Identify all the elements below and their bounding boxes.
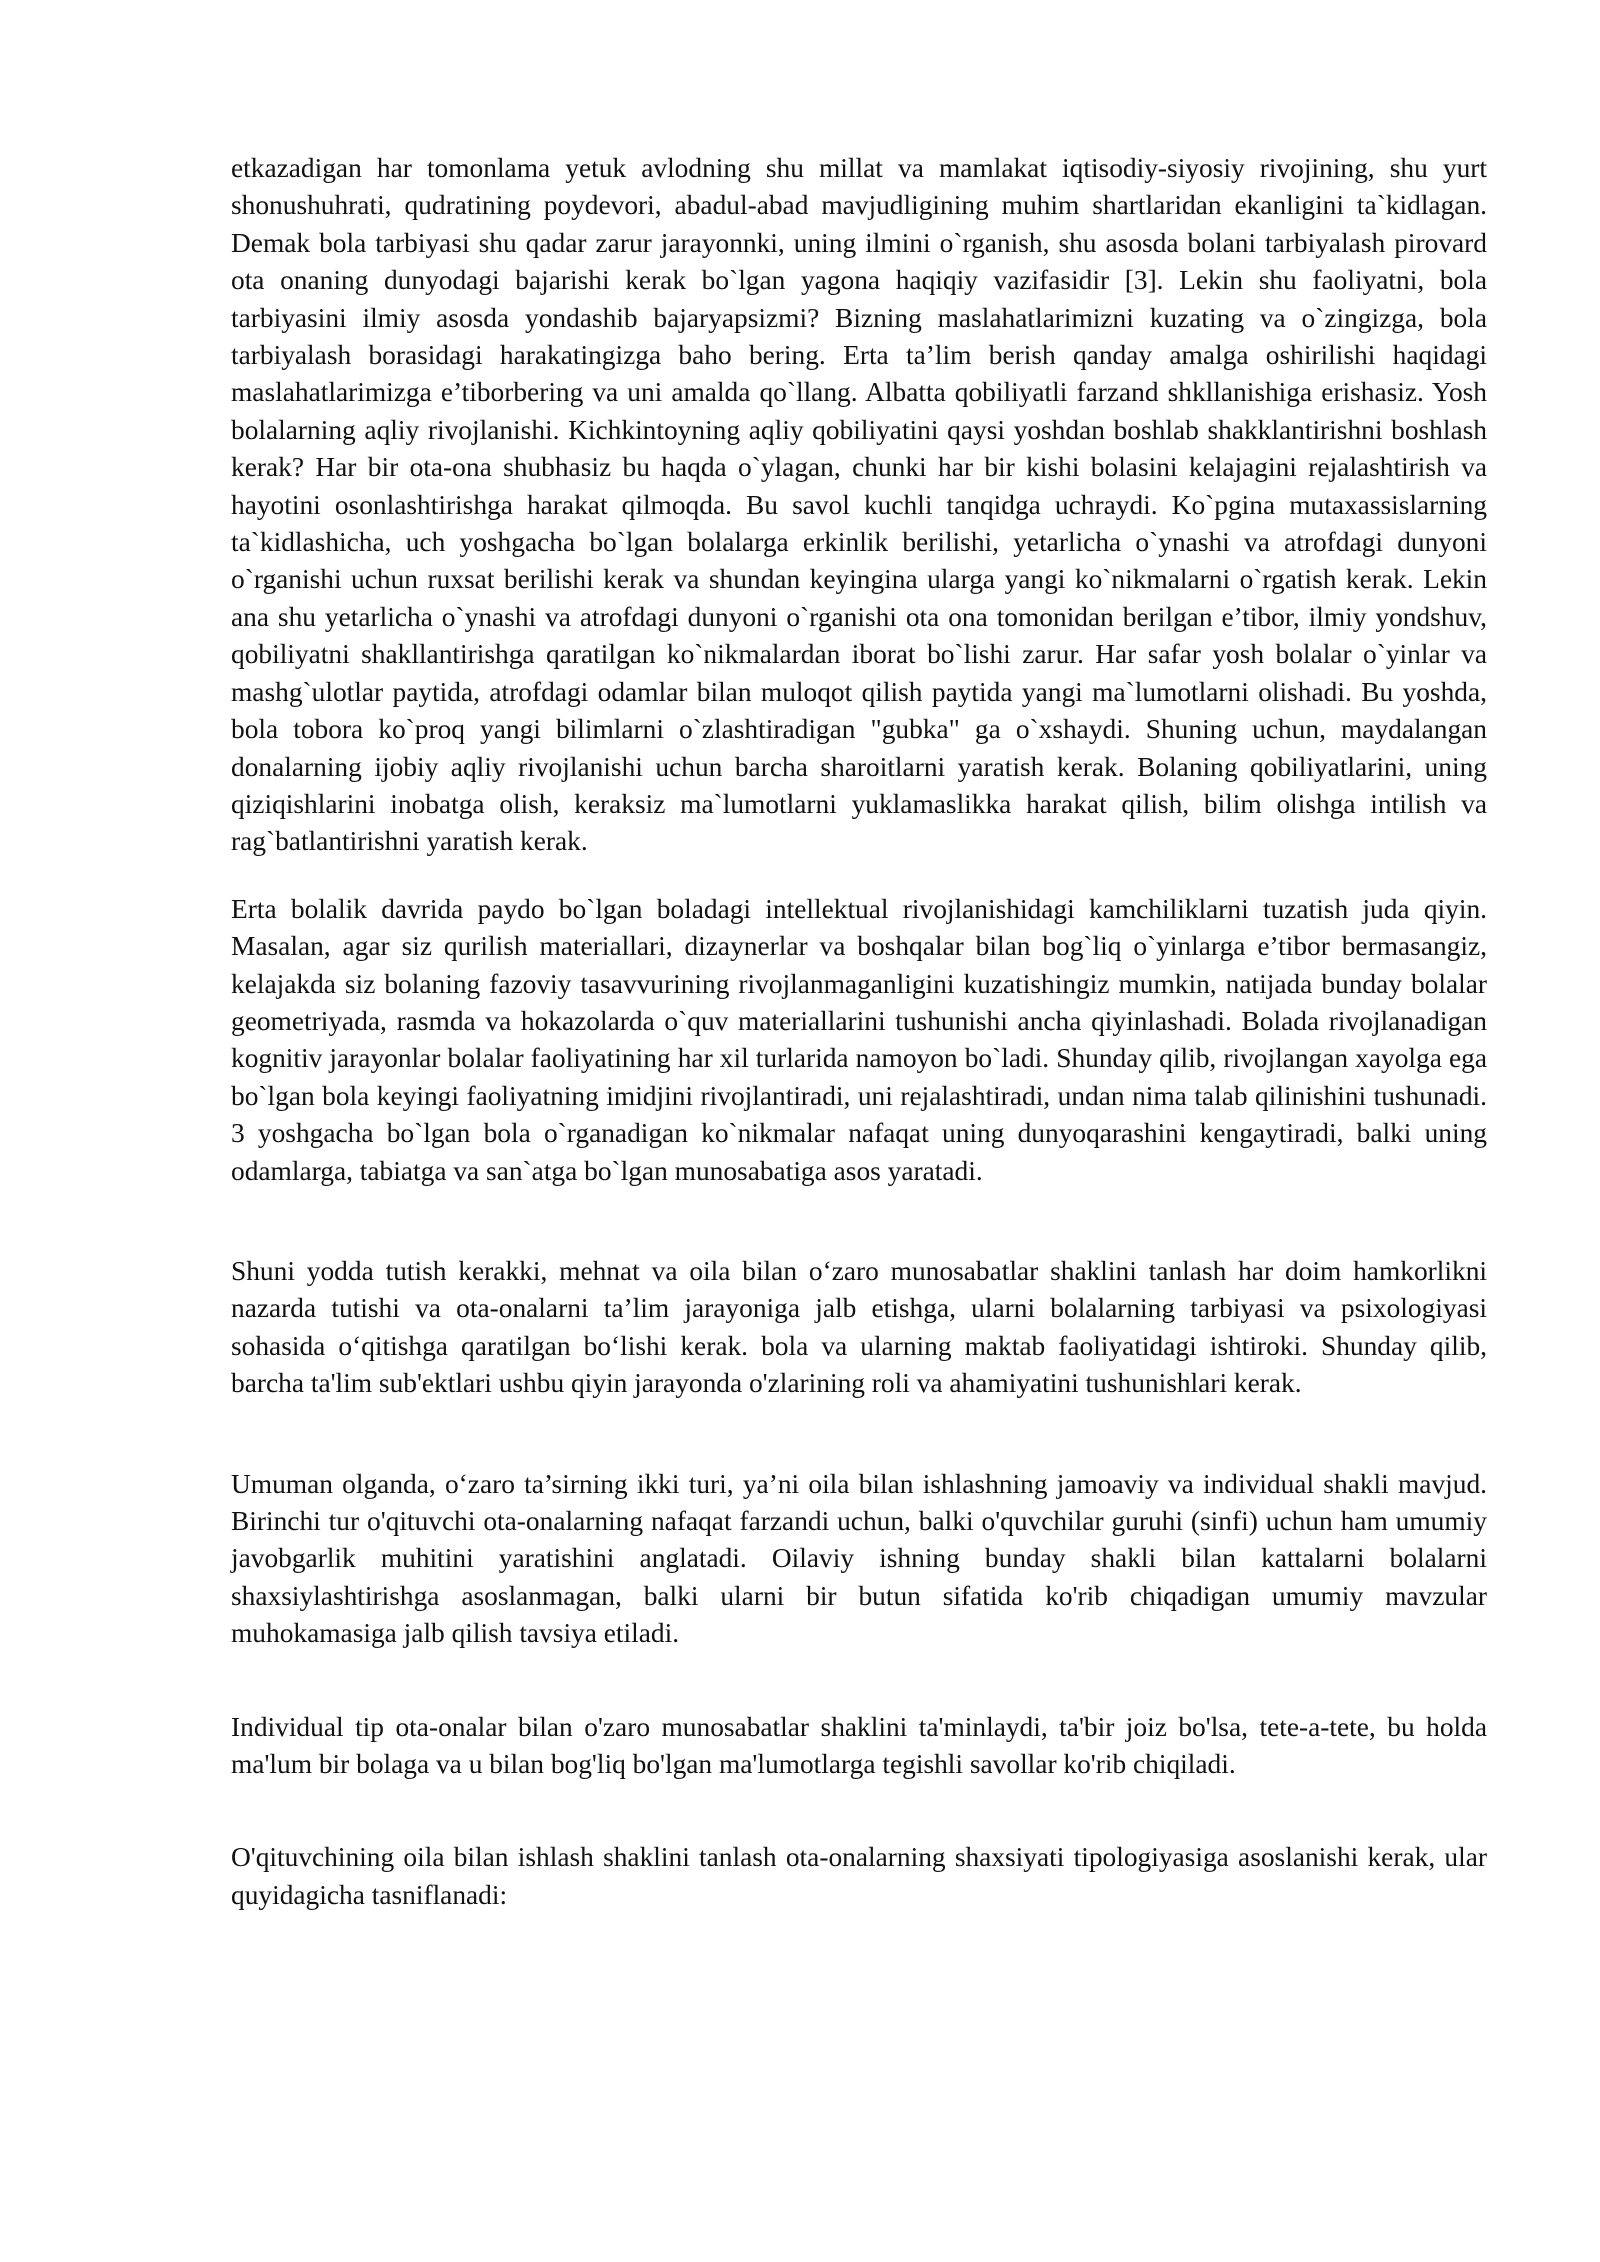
paragraph-1: etkazadigan har tomonlama yetuk avlodning shu millat va mamlakat iqtisodiy-siyosiy rivojining, shu yurt shonushuhrati, qudratining poydevori, abadul-abad mavjudligining muhim shartlaridan ekanligini ta`kidlagan. Demak bola tarbiyasi shu qadar zarur jarayonnki, uning ilmini o`rganish, shu asosda bolani tarbiyalash pirovard ota onaning dunyodagi bajarishi kerak bo`lgan yagona haqiqiy vazifasidir [3]. Lekin shu faoliyatni, bola tarbiyasini ilmiy asosda yondashib bajaryapsizmi? Bizning maslahatlarimizni kuzating va o`zingizga, bola tarbiyalash borasidagi harakatingizga baho bering. Erta ta’lim berish qanday amalga oshirilishi haqidagi maslahatlarimizga e’tiborbering va uni amalda qo`llang. Albatta qobiliyatli farzand shkllanishiga erishasiz. Yosh bolalarning aqliy rivojlanishi. Kichkintoyning aqliy qobiliyatini qaysi yoshdan boshlab shakklantirishni boshlash kerak? Har bir ota-ona shubhasiz bu haqda o`ylagan, chunki har bir kishi bolasini kelajagini rejalashtirish va hayotini osonlashtirishga harakat qilmoqda. Bu savol kuchli tanqidga uchraydi. Ko`pgina mutaxassislarning ta`kidlashicha, uch yoshgacha bo`lgan bolalarga erkinlik berilishi, yetarlicha o`ynashi va atrofdagi dunyoni o`rganishi uchun ruxsat berilishi kerak va shundan keyingina ularga yangi ko`nikmalarni o`rgatish kerak. Lekin ana shu yetarlicha o`ynashi va atrofdagi dunyoni o`rganishi ota ona tomonidan berilgan e’tibor, ilmiy yondshuv, qobiliyatni shakllantirishga qaratilgan ko`nikmalardan iborat bo`lishi zarur. Har safar yosh bolalar o`yinlar va mashg`ulotlar paytida, atrofdagi odamlar bilan muloqot qilish paytida yangi ma`lumotlarni olishadi. Bu yoshda, bola tobora ko`proq yangi bilimlarni o`zlashtiradigan "gubka" ga o`xshaydi. Shuning uchun, maydalangan donalarning ijobiy aqliy rivojlanishi uchun barcha sharoitlarni yaratish kerak. Bolaning qobiliyatlarini, uning qiziqishlarini inobatga olish, keraksiz ma`lumotlarni yuklamaslikka harakat qilish, bilim olishga intilish va rag`batlantirishni yaratish kerak.	[231, 153, 1487, 857]
paragraph-spacer	[231, 1403, 1487, 1466]
document-page	[231, 150, 1487, 1914]
paragraph-6: O'qituvchining oila bilan ishlash shaklini tanlash ota-onalarning shaxsiyati tipologiyasiga asoslanishi kerak, ular quyidagicha tasniflanadi:	[231, 1842, 1487, 1910]
paragraph-spacer	[231, 1653, 1487, 1709]
paragraph-3: Shuni yodda tutish kerakki, mehnat va oila bilan o‘zaro munosabatlar shaklini tanlash har doim hamkorlikni nazarda tutishi va ota-onalarni ta’lim jarayoniga jalb etishga, ularni bolalarning tarbiyasi va psixologiyasi sohasida o‘qitishga qaratilgan bo‘lishi kerak. bola va ularning maktab faoliyatidagi ishtiroki. Shunday qilib, barcha ta'lim sub'ektlari ushbu qiyin jarayonda o'zlarining roli va ahamiyatini tushunishlari kerak.	[231, 1255, 1487, 1399]
paragraph-5: Individual tip ota-onalar bilan o'zaro munosabatlar shaklini ta'minlaydi, ta'bir joiz bo'lsa, tete-a-tete, bu holda ma'lum bir bolaga va u bilan bog'liq bo'lgan ma'lumotlarga tegishli savollar ko'rib chiqiladi.	[231, 1711, 1487, 1780]
paragraph-spacer	[231, 1190, 1487, 1253]
paragraph-spacer	[231, 1783, 1487, 1839]
paragraph-2: Erta bolalik davrida paydo bo`lgan boladagi intellektual rivojlanishidagi kamchiliklarni tuzatish juda qiyin. Masalan, agar siz qurilish materiallari, dizaynerlar va boshqalar bilan bog`liq o`yinlarga e’tibor bermasangiz, kelajakda siz bolaning fazoviy tasavvurining rivojlanmaganligini kuzatishingiz mumkin, natijada bunday bolalar geometriyada, rasmda va hokazolarda o`quv materiallarini tushunishi ancha qiyinlashadi. Bolada rivojlanadigan kognitiv jarayonlar bolalar faoliyatining har xil turlarida namoyon bo`ladi. Shunday qilib, rivojlangan xayolga ega bo`lgan bola keyingi faoliyatning imidjini rivojlantiradi, uni rejalashtiradi, undan nima talab qilinishini tushunadi. 3 yoshgacha bo`lgan bola o`rganadigan ko`nikmalar nafaqat uning dunyoqarashini kengaytiradi, balki uning odamlarga, tabiatga va san`atga bo`lgan munosabatiga asos yaratadi.	[231, 893, 1487, 1186]
paragraph-spacer	[231, 861, 1487, 891]
paragraph-4: Umuman olganda, o‘zaro ta’sirning ikki turi, ya’ni oila bilan ishlashning jamoaviy va individual shakli mavjud. Birinchi tur o'qituvchi ota-onalarning nafaqat farzandi uchun, balki o'quvchilar guruhi (sinfi) uchun ham umumiy javobgarlik muhitini yaratishini anglatadi. Oilaviy ishning bunday shakli bilan kattalarni bolalarni shaxsiylashtirishga asoslanmagan, balki ularni bir butun sifatida ko'rib chiqadigan umumiy mavzular muhokamasiga jalb qilish tavsiya etiladi.	[231, 1468, 1487, 1649]
